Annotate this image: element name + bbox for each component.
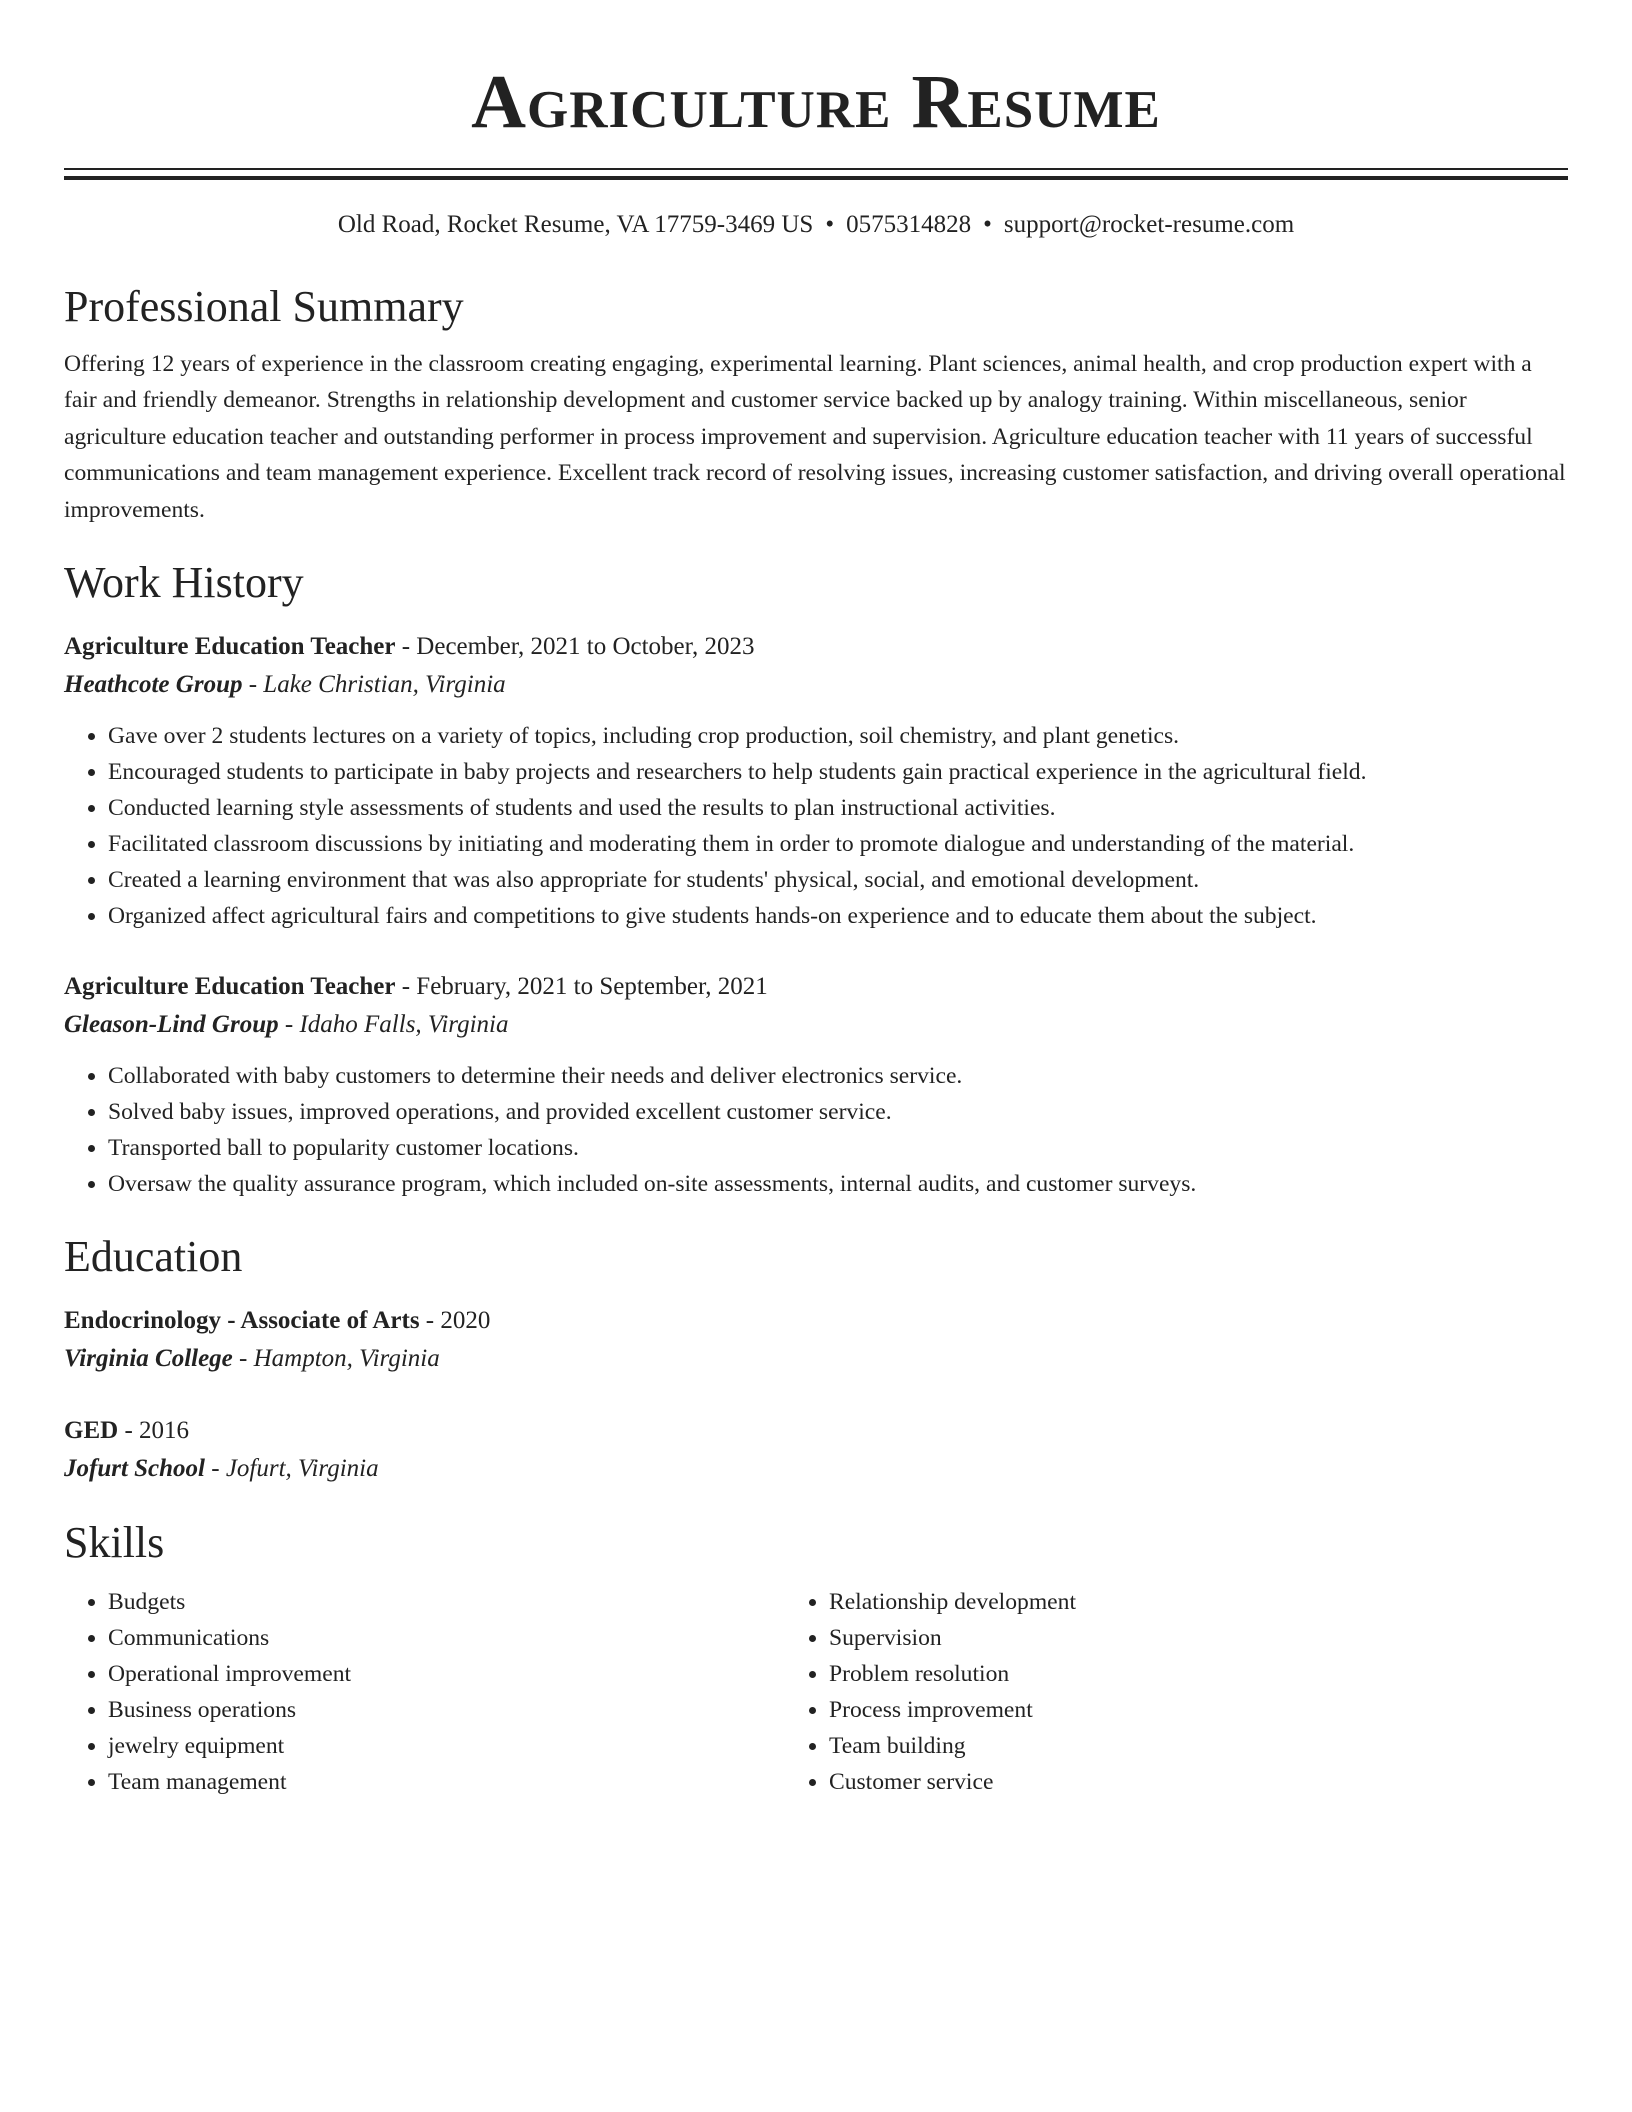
skill-item: • jewelry equipment	[108, 1728, 785, 1764]
education-school-line	[64, 1340, 1568, 1378]
education-degree-line	[64, 1302, 1568, 1340]
education-degree-line	[64, 1412, 1568, 1450]
job-bullets	[64, 718, 1568, 934]
skill-item: • Communications	[108, 1620, 785, 1656]
skill-item: • Team building	[829, 1728, 1568, 1764]
education-degree: GED	[64, 1417, 119, 1445]
job-title: Agriculture Education Teacher	[64, 973, 396, 1001]
title-double-rule	[64, 168, 1568, 180]
skill-item: • Customer service	[829, 1764, 1568, 1800]
resume-page	[64, 0, 1568, 1800]
section-heading-summary: Professional Summary	[64, 282, 464, 331]
skill-item: • Business operations	[108, 1692, 785, 1728]
education-location: - Jofurt, Virginia	[205, 1455, 379, 1483]
contact-line	[64, 208, 1568, 242]
education-location: - Hampton, Virginia	[232, 1345, 440, 1373]
job-bullet: • Collaborated with baby customers to determine their needs and deliver electronics service.	[108, 1058, 1568, 1094]
job-location: - Lake Christian, Virginia	[242, 671, 506, 699]
contact-separator: •	[825, 211, 835, 238]
job-bullet: • Facilitated classroom discussions by initiating and moderating them in order to promote dialogue and understanding of the material.	[108, 826, 1568, 862]
skill-item: • Budgets	[108, 1584, 785, 1620]
education-year: - 2020	[419, 1307, 491, 1335]
education-entry	[64, 1302, 1568, 1378]
job-role-line	[64, 628, 1568, 666]
contact-email: support@rocket-resume.com	[1003, 211, 1295, 238]
job-bullet: • Organized affect agricultural fairs and competitions to give students hands-on experience and to educate them about the subject.	[108, 898, 1568, 934]
job-company: Heathcote Group	[64, 671, 243, 699]
skill-item: • Process improvement	[829, 1692, 1568, 1728]
education-entry	[64, 1412, 1568, 1488]
job-company: Gleason-Lind Group	[64, 1011, 279, 1039]
skill-item: • Supervision	[829, 1620, 1568, 1656]
job-dates: - February, 2021 to September, 2021	[395, 973, 768, 1001]
education-school: Jofurt School	[64, 1455, 206, 1483]
education-school-line	[64, 1450, 1568, 1488]
job-title: Agriculture Education Teacher	[64, 633, 396, 661]
job-bullet: • Transported ball to popularity customer locations.	[108, 1130, 1568, 1166]
section-heading-work-history: Work History	[64, 558, 304, 608]
education-degree: Endocrinology - Associate of Arts	[64, 1307, 420, 1335]
job-company-line	[64, 666, 1568, 704]
job-bullet: • Created a learning environment that was also appropriate for students' physical, social, and emotional development.	[108, 862, 1568, 898]
job-entry	[64, 628, 1568, 934]
job-bullet: • Gave over 2 students lectures on a variety of topics, including crop production, soil chemistry, and plant genetics.	[108, 718, 1568, 754]
contact-phone: 0575314828	[846, 211, 972, 238]
job-bullet: • Oversaw the quality assurance program, which included on-site assessments, internal audits, and customer surveys.	[108, 1166, 1568, 1202]
summary-text: Offering 12 years of experience in the classroom creating engaging, experimental learning. Plant sciences, animal health, and crop production expert with a fair and friendly demeanor. Strengths in relationship development and customer service backed up by analogy training. Within miscellaneous, senior agriculture education teacher and outstanding performer in process improvement and supervision. Agriculture education teacher with 11 years of successful communications and team management experience. Excellent track record of resolving issues, increasing customer satisfaction, and driving overall operational improvements.	[64, 351, 1566, 523]
skill-item: • Operational improvement	[108, 1656, 785, 1692]
education-school: Virginia College	[64, 1345, 233, 1373]
education-year: - 2016	[118, 1417, 190, 1445]
job-company-line	[64, 1006, 1568, 1044]
skills-list-right	[785, 1584, 1568, 1800]
job-bullet: • Solved baby issues, improved operations, and provided excellent customer service.	[108, 1094, 1568, 1130]
job-location: - Idaho Falls, Virginia	[278, 1011, 509, 1039]
skill-item: • Relationship development	[829, 1584, 1568, 1620]
job-bullet: • Encouraged students to participate in baby projects and researchers to help students gain practical experience in the agricultural field.	[108, 754, 1568, 790]
skill-item: • Team management	[108, 1764, 785, 1800]
contact-address: Old Road, Rocket Resume, VA 17759-3469 US	[337, 211, 814, 238]
job-dates: - December, 2021 to October, 2023	[395, 633, 755, 661]
skill-item: • Problem resolution	[829, 1656, 1568, 1692]
section-heading-skills: Skills	[64, 1518, 165, 1568]
job-role-line	[64, 968, 1568, 1006]
contact-separator: •	[983, 211, 992, 238]
resume-title: Agriculture Resume	[471, 60, 1161, 144]
job-bullets	[64, 1058, 1568, 1202]
job-entry	[64, 968, 1568, 1202]
skills-list-left	[64, 1584, 785, 1800]
skills-columns	[64, 1584, 1568, 1800]
section-heading-education: Education	[64, 1232, 243, 1282]
job-bullet: • Conducted learning style assessments of students and used the results to plan instructional activities.	[108, 790, 1568, 826]
